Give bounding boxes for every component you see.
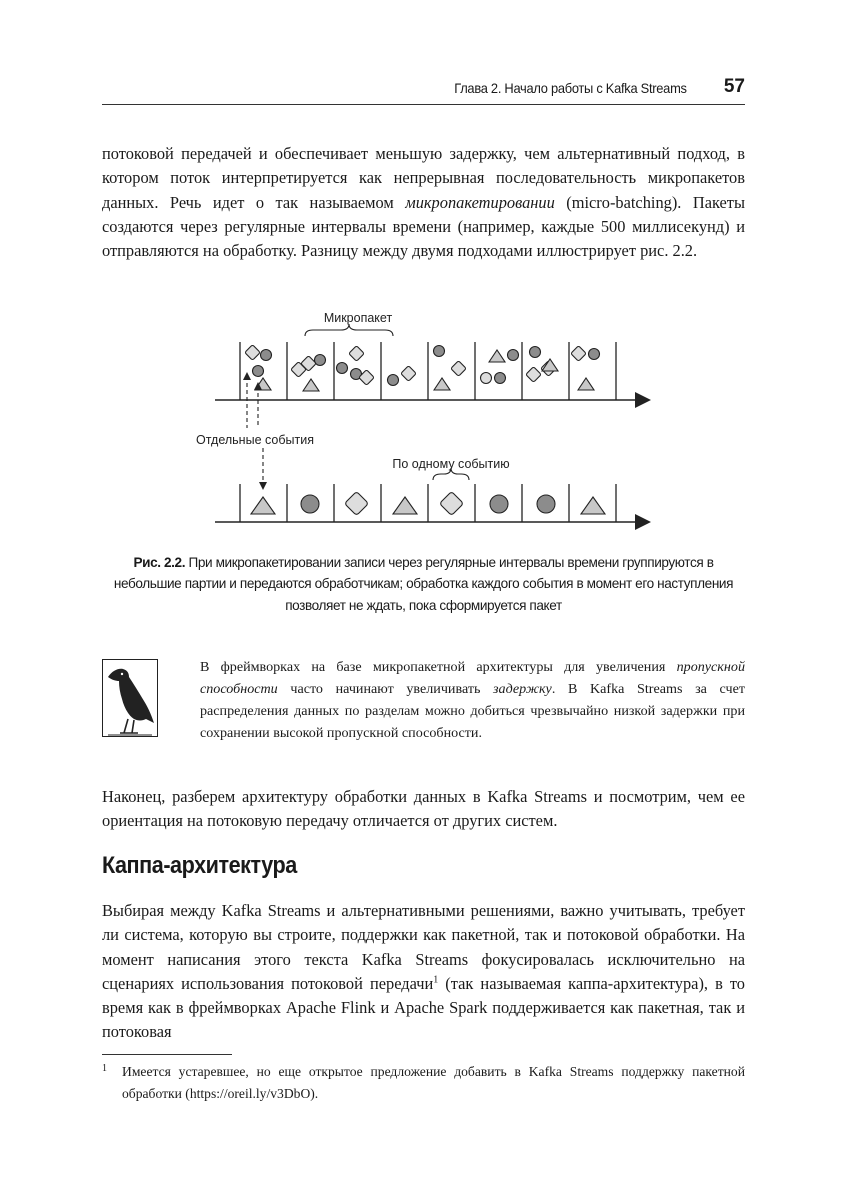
footnote-mark: 1 bbox=[102, 1063, 107, 1074]
figure-caption bbox=[102, 552, 745, 616]
paragraph-kappa-text2: (так называемая каппа-архитектура), в то время как в фреймворках Apache Flink и Apache Spark поддерживается как пакетная, так и потоковая bbox=[102, 973, 746, 1042]
note-text bbox=[200, 656, 745, 744]
paragraph-kappa-text1: Выбирая между Kafka Streams и альтернативными решениями, важно учитывать, требует ли система, которую вы строите, поддержки как пакетной, так и потоковой обработки. На момент написания этого текста Kafka Streams фокусировалась исключительно на сценариях использования потоковой передачи bbox=[102, 901, 745, 993]
microbatch-brace bbox=[305, 324, 393, 336]
paragraph-intro-text1: потоковой передачей и обеспечивает меньшую задержку, чем альтернативный подход, в котором поток интерпретируется как непрерывная последовательность микропакетов данных. Речь идет о так называемом bbox=[102, 144, 745, 212]
footnote bbox=[102, 1061, 745, 1105]
paragraph-intro bbox=[102, 142, 745, 263]
term-microbatching: микропакетировании bbox=[405, 192, 555, 212]
figure-microbatch-vs-streaming bbox=[195, 308, 655, 540]
note-text-1: В фреймворках на базе микропакетной архитектуры для увеличения bbox=[200, 659, 677, 675]
term-throughput: пропускной способности bbox=[200, 659, 745, 697]
label-one-event: По одному событию bbox=[392, 457, 510, 471]
chapter-title: Глава 2. Начало работы с Kafka Streams bbox=[454, 80, 687, 96]
footnote-text: Имеется устаревшее, но еще открытое предложение добавить в Kafka Streams поддержку пакетной обработки (https://oreil.ly/v3DbO). bbox=[122, 1064, 745, 1101]
crow-icon bbox=[102, 659, 158, 737]
top-axis-arrow bbox=[635, 392, 651, 408]
paragraph-kappa bbox=[102, 899, 745, 1045]
running-head bbox=[102, 78, 745, 102]
label-individual-events: Отдельные события bbox=[196, 433, 314, 447]
paragraph-intro-text2: (micro-batching). Пакеты создаются через регулярные интервалы времени (например, каждые 500 миллисекунд) и отправляются на обработку. Разницу между двумя подходами иллюстрирует рис. 2.2. bbox=[102, 192, 745, 261]
caption-label: Рис. 2.2. bbox=[133, 555, 186, 570]
batch-events bbox=[245, 345, 600, 391]
footnote-rule bbox=[102, 1054, 232, 1055]
event-pointers bbox=[247, 376, 263, 484]
caption-text: При микропакетировании записи через регулярные интервалы времени группируются в небольшие партии и передаются обработчикам; обработка каждого события в момент его наступления позволяет не ждать, пока сформируется пакет bbox=[113, 555, 734, 613]
pointer-arrow-1 bbox=[243, 372, 251, 380]
bottom-axis-arrow bbox=[635, 514, 651, 530]
paragraph-transition: Наконец, разберем архитектуру обработки данных в Kafka Streams и посмотрим, чем ее ориентация на потоковую передачу отличается от других систем. bbox=[102, 787, 745, 831]
pointer-arrow-3 bbox=[259, 482, 267, 490]
streaming-timeline bbox=[215, 457, 651, 530]
page-number: 57 bbox=[723, 76, 745, 97]
footnote-ref[interactable]: 1 bbox=[433, 974, 439, 986]
microbatch-timeline bbox=[215, 311, 651, 408]
event-dividers bbox=[240, 484, 616, 522]
section-heading: Каппа-архитектура bbox=[102, 852, 297, 879]
header-rule bbox=[102, 104, 745, 105]
label-microbatch: Микропакет bbox=[323, 311, 393, 325]
note-text-3: . В Kafka Streams за счет распределения данных по разделам можно добиться чрезвычайно низкой задержки при сохранении высокой пропускной способности. bbox=[200, 681, 745, 741]
term-latency: задержку bbox=[493, 681, 552, 697]
note-text-2: часто начинают увеличивать bbox=[277, 681, 494, 697]
